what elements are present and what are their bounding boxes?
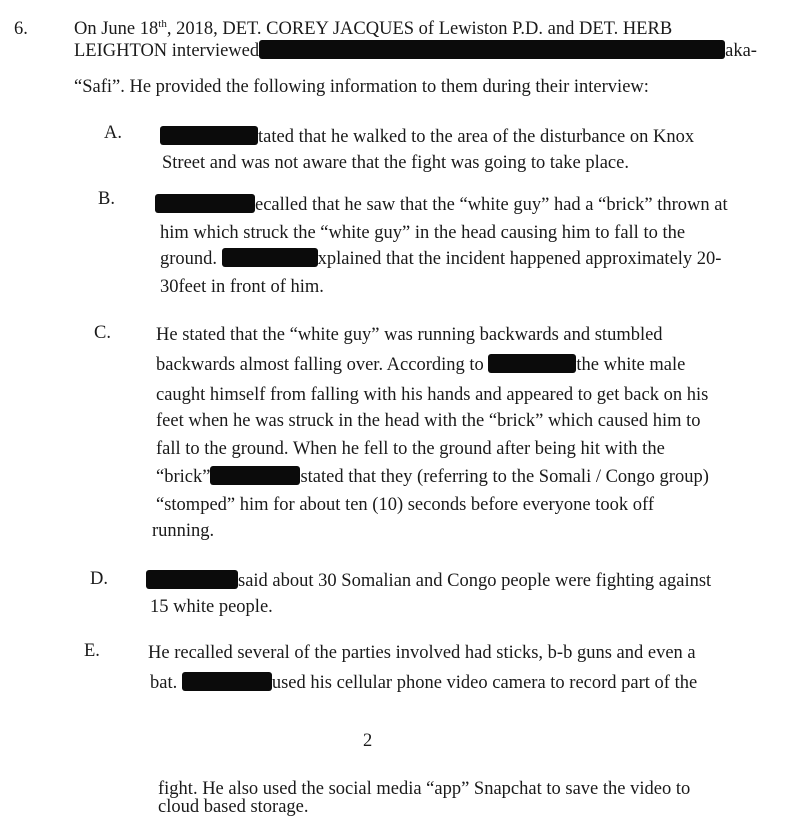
item-c-line-1: He stated that the “white guy” was running backwards and stumbled <box>156 325 663 345</box>
item-b-line-1 <box>155 194 728 216</box>
item-e-line-2 <box>150 672 697 694</box>
intro-line-1-post: , 2018, DET. COREY JACQUES of Lewiston P.D. and DET. HERB <box>166 19 673 39</box>
item-c-line-5: fall to the ground. When he fell to the ground after being hit with the <box>156 439 665 459</box>
item-e-line-3: fight. He also used the social media “app” Snapchat to save the video to <box>158 779 691 799</box>
item-e-line-2-post: used his cellular phone video camera to record part of the <box>271 673 698 693</box>
page-number: 2 <box>363 731 373 751</box>
item-c-line-2 <box>156 354 685 376</box>
intro-line-1-pre: On June 18 <box>74 19 159 39</box>
item-c-line-6-pre: “brick” <box>156 467 211 487</box>
item-c-line-7: “stomped” him for about ten (10) seconds before everyone took off <box>156 495 654 515</box>
intro-line-1 <box>74 18 672 40</box>
item-b-line-3-post: xplained that the incident happened approximately 20- <box>317 249 722 269</box>
redaction-box <box>259 40 725 59</box>
redaction-box <box>210 466 300 485</box>
item-c-line-2-pre: backwards almost falling over. According to <box>156 355 484 375</box>
intro-line-3: “Safi”. He provided the following information to them during their interview: <box>74 77 649 97</box>
intro-line-2-pre: LEIGHTON interviewed <box>74 41 260 61</box>
item-e-line-2-pre: bat. <box>150 673 178 693</box>
item-c-line-2-post: the white male <box>576 355 686 375</box>
item-c-line-8: running. <box>152 521 215 541</box>
item-d-line-1-text: said about 30 Somalian and Congo people were fighting against <box>238 571 712 591</box>
item-a-line-1-text: tated that he walked to the area of the disturbance on Knox <box>258 127 695 147</box>
item-c-line-6-post: stated that they (referring to the Somali / Congo group) <box>300 467 709 487</box>
item-b-line-2: him which struck the “white guy” in the head causing him to fall to the <box>160 223 686 243</box>
item-b-line-3-pre: ground. <box>160 249 218 269</box>
intro-line-2-post: aka- <box>725 41 757 61</box>
item-e-line-1: He recalled several of the parties involved had sticks, b-b guns and even a <box>148 643 696 663</box>
item-c-line-4: feet when he was struck in the head with the “brick” which caused him to <box>156 411 701 431</box>
item-d-line-2: 15 white people. <box>150 597 273 617</box>
item-a-marker: A. <box>104 123 122 143</box>
item-c-line-6 <box>156 466 709 488</box>
item-c-line-3: caught himself from falling with his hands and appeared to get back on his <box>156 385 709 405</box>
item-b-marker: B. <box>98 189 115 209</box>
redaction-box <box>146 570 238 589</box>
item-e-line-4: cloud based storage. <box>158 797 309 817</box>
redaction-box <box>182 672 272 691</box>
intro-line-2 <box>74 40 757 62</box>
item-b-line-4: 30feet in front of him. <box>160 277 324 297</box>
paragraph-number: 6. <box>14 19 28 39</box>
redaction-box <box>222 248 318 267</box>
redaction-box <box>155 194 255 213</box>
item-a-line-2: Street and was not aware that the fight was going to take place. <box>162 153 629 173</box>
item-d-line-1 <box>146 570 711 592</box>
item-b-line-3 <box>160 248 721 270</box>
item-e-marker: E. <box>84 641 100 661</box>
item-c-marker: C. <box>94 323 111 343</box>
item-b-line-1-text: ecalled that he saw that the “white guy” had a “brick” thrown at <box>255 195 728 215</box>
redaction-box <box>160 126 258 145</box>
redaction-box <box>488 354 576 373</box>
intro-line-1-superscript: th <box>158 17 167 30</box>
item-d-marker: D. <box>90 569 108 589</box>
item-a-line-1 <box>160 126 694 148</box>
